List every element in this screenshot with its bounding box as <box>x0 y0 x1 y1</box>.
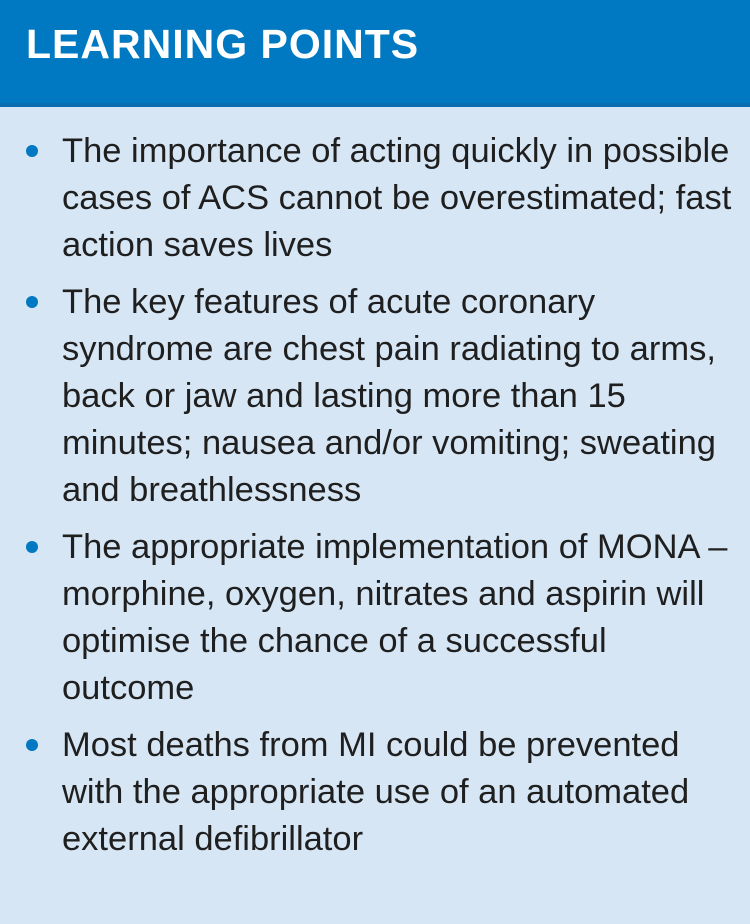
point-text: Most deaths from MI could be prevented with the appropriate use of an automated external defibrillator <box>62 726 690 858</box>
list-item <box>0 128 750 269</box>
learning-points-header <box>0 0 750 107</box>
list-item <box>0 524 750 712</box>
point-text: The importance of acting quickly in possible cases of ACS cannot be overestimated; fast action saves lives <box>62 132 732 264</box>
learning-points-list <box>0 128 750 873</box>
list-item <box>0 279 750 514</box>
bullet-icon <box>26 739 38 751</box>
point-text: The key features of acute coronary syndrome are chest pain radiating to arms, back or jaw and lasting more than 15 minutes; nausea and/or vomiting; sweating and breathlessness <box>62 283 716 509</box>
list-item <box>0 722 750 863</box>
bullet-icon <box>26 541 38 553</box>
bullet-icon <box>26 296 38 308</box>
point-text: The appropriate implementation of MONA – morphine, oxygen, nitrates and aspirin will optimise the chance of a successful outcome <box>62 528 728 707</box>
learning-points-title: LEARNING POINTS <box>26 21 420 67</box>
bullet-icon <box>26 145 38 157</box>
